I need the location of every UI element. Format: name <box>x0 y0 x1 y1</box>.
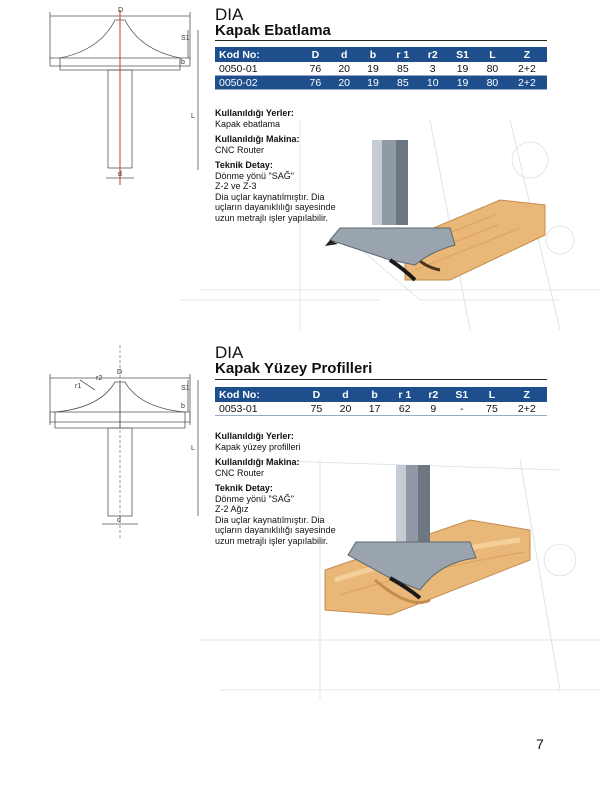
cell: 85 <box>387 76 418 90</box>
cell: 19 <box>359 76 388 90</box>
cell: 20 <box>331 402 360 416</box>
cell: 85 <box>387 62 418 76</box>
section2-technical-drawing <box>40 340 210 540</box>
drawing-label-d: d <box>118 171 122 178</box>
header-cell: r 1 <box>389 387 420 402</box>
detail-label: Teknik Detay: <box>215 483 273 493</box>
drawing-label-D: D <box>118 7 124 14</box>
header-cell: d <box>330 47 359 62</box>
table-row <box>215 62 547 76</box>
machine-value: CNC Router <box>215 144 265 155</box>
cell: 19 <box>447 76 478 90</box>
detail-line: uçların dayanıklılığı sayesinde <box>215 202 336 212</box>
detail-line: Dönme yönü "SAĞ" <box>215 170 294 181</box>
detail-line: uzun metrajlı işler yapılabilir. <box>215 535 329 546</box>
cell-code: 0050-02 <box>215 76 301 90</box>
cell: 17 <box>360 402 389 416</box>
cell-code: 0050-01 <box>215 62 301 76</box>
detail-line: Dia uçlar kaynatılmıştır. Dia <box>215 514 325 525</box>
section1-prefix: DIA <box>215 5 244 24</box>
cell: 20 <box>330 76 359 90</box>
usage-value: Kapak yüzey profilleri <box>215 441 301 452</box>
header-cell: L <box>477 387 506 402</box>
usage-value: Kapak ebatlama <box>215 118 281 129</box>
cell: 3 <box>418 62 447 76</box>
drawing-label-S1: S1 <box>181 35 190 42</box>
header-cell: Kod No: <box>215 387 302 402</box>
detail-line: uçların dayanıklılığı sayesinde <box>215 525 336 535</box>
table-row <box>215 402 547 416</box>
header-cell: Z <box>507 47 547 62</box>
cell: 2+2 <box>507 62 547 76</box>
section1-product-image <box>320 140 550 290</box>
cell: 9 <box>420 402 446 416</box>
machine-label: Kullanıldığı Makina: <box>215 134 300 144</box>
section1-title: Kapak Ebatlama <box>215 22 331 39</box>
section2-prefix: DIA <box>215 343 244 362</box>
usage-label: Kullanıldığı Yerler: <box>215 431 294 441</box>
section1-technical-drawing <box>40 0 210 200</box>
drawing-label-r1: r1 <box>75 383 82 390</box>
cell: 19 <box>359 62 388 76</box>
detail-line: Z-2 ve Z-3 <box>215 181 257 191</box>
section2-product-image <box>320 460 550 620</box>
detail-label: Teknik Detay: <box>215 160 273 170</box>
drawing-label-D: D <box>117 369 123 376</box>
header-cell: b <box>360 387 389 402</box>
section1-title-rule <box>215 40 547 41</box>
cell: 10 <box>418 76 447 90</box>
drawing-label-b: b <box>181 59 185 66</box>
cell: 76 <box>301 62 330 76</box>
cell: 75 <box>477 402 506 416</box>
header-cell: Kod No: <box>215 47 301 62</box>
section2-title-rule <box>215 379 547 380</box>
drawing-label-b: b <box>181 403 185 410</box>
drawing-label-r2: r2 <box>96 375 103 382</box>
section2-title: Kapak Yüzey Profilleri <box>215 360 373 377</box>
cell: 75 <box>302 402 331 416</box>
header-cell: Z <box>507 387 547 402</box>
drawing-label-L: L <box>191 445 195 452</box>
header-cell: d <box>331 387 360 402</box>
machine-value: CNC Router <box>215 467 265 478</box>
drawing-label-d: d <box>117 517 121 524</box>
cell: 62 <box>389 402 420 416</box>
header-cell: b <box>359 47 388 62</box>
detail-line: Dönme yönü "SAĞ" <box>215 493 294 504</box>
header-cell: S1 <box>447 47 478 62</box>
table-header-row <box>215 387 547 402</box>
cell: 19 <box>447 62 478 76</box>
detail-line: Dia uçlar kaynatılmıştır. Dia <box>215 191 325 202</box>
cell: 80 <box>478 76 507 90</box>
machine-label: Kullanıldığı Makina: <box>215 457 300 467</box>
detail-line: Z-2 Ağız <box>215 504 249 514</box>
section1-spec-table <box>215 47 547 90</box>
cell: - <box>446 402 477 416</box>
usage-label: Kullanıldığı Yerler: <box>215 108 294 118</box>
cell: 76 <box>301 76 330 90</box>
cell: 20 <box>330 62 359 76</box>
cell: 80 <box>478 62 507 76</box>
table-row-highlighted <box>215 76 547 90</box>
header-cell: D <box>302 387 331 402</box>
cell: 2+2 <box>507 76 547 90</box>
cell: 2+2 <box>507 402 547 416</box>
drawing-label-L: L <box>191 113 195 120</box>
detail-line: uzun metrajlı işler yapılabilir. <box>215 212 329 223</box>
header-cell: r2 <box>420 387 446 402</box>
page-number: 7 <box>536 736 544 752</box>
header-cell: r2 <box>418 47 447 62</box>
table-header-row <box>215 47 547 62</box>
header-cell: L <box>478 47 507 62</box>
drawing-label-S1: S1 <box>181 385 190 392</box>
header-cell: S1 <box>446 387 477 402</box>
section2-spec-table <box>215 387 547 416</box>
header-cell: r 1 <box>387 47 418 62</box>
cell-code: 0053-01 <box>215 402 302 416</box>
header-cell: D <box>301 47 330 62</box>
